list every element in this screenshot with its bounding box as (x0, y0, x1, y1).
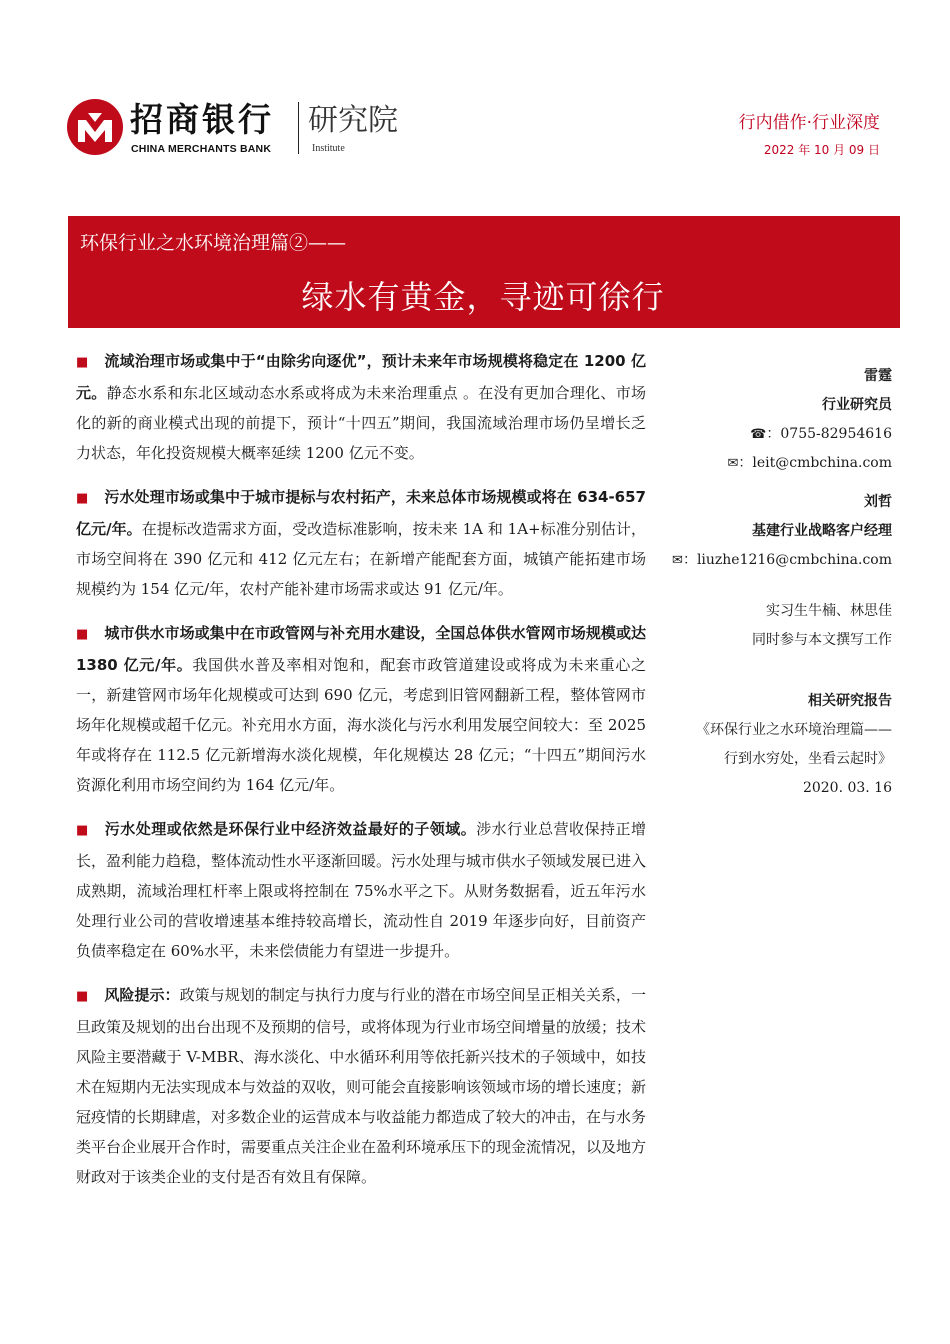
author-sidebar (632, 362, 892, 803)
square-bullet-icon: ■ (76, 491, 89, 506)
square-bullet-icon: ■ (76, 989, 89, 1004)
summary-point (76, 980, 646, 1192)
bank-name-en: CHINA MERCHANTS BANK (131, 143, 272, 155)
summary-point (76, 814, 646, 966)
analyst-name: 刘哲 (864, 494, 892, 510)
point-heading: 城市供水市场或集中在市政管网与补充用水建设，全国总体供水管网市场规模或达 1380 亿元/年。 (76, 624, 646, 674)
square-bullet-icon: ■ (76, 823, 89, 838)
summary-body (76, 346, 646, 1206)
analyst-name: 雷霆 (864, 368, 892, 384)
related-report-title[interactable]: 行到水穷处，坐看云起时》 (724, 751, 892, 767)
summary-point (76, 482, 646, 604)
report-subtitle: 环保行业之水环境治理篇②—— (80, 232, 347, 254)
institute-name-en: Institute (312, 143, 345, 154)
related-reports-heading: 相关研究报告 (808, 693, 892, 709)
interns-note: 同时参与本文撰写工作 (752, 632, 892, 648)
analyst-email[interactable]: ✉：liuzhe1216@cmbchina.com (672, 552, 892, 568)
email-address[interactable]: leit@cmbchina.com (752, 455, 892, 471)
summary-point (76, 618, 646, 800)
point-heading: 污水处理或依然是环保行业中经济效益最好的子领域。 (104, 820, 477, 838)
logo-divider (298, 102, 299, 154)
analyst-email[interactable]: ✉：leit@cmbchina.com (727, 455, 892, 471)
title-banner (68, 216, 900, 328)
point-text: 在提标改造需求方面，受改造标准影响，按未来 1A 和 1A+标准分别估计，市场空间将在 390 亿元和 412 亿元左右；在新增产能配套方面，城镇产能拓建市场规模约为 154 亿元/年，农村产能补建市场需求或达 91 亿元/年。 (76, 520, 646, 598)
bank-logo (66, 98, 124, 156)
summary-point (76, 346, 646, 468)
point-text: 我国供水普及率相对饱和，配套市政管道建设或将成为未来重心之一，新建管网市场年化规模或可达到 690 亿元，考虑到旧管网翻新工程，整体管网市场年化规模或超千亿元。补充用水方面，海水淡化与污水利用发展空间较大：至 2025 年或将存在 112.5 亿元新增海水淡化规模，年化规模达 28 亿元；“十四五”期间污水资源化利用市场空间约为 164 亿元/年。 (76, 656, 646, 794)
analyst-phone: ☎：0755-82954616 (750, 426, 892, 442)
phone-number: 0755-82954616 (780, 426, 892, 442)
analyst-title: 行业研究员 (822, 397, 892, 413)
square-bullet-icon: ■ (76, 355, 89, 370)
point-text: 涉水行业总营收保持正增长，盈利能力趋稳，整体流动性水平逐渐回暖。污水处理与城市供水子领域发展已进入成熟期，流域治理杠杆率上限或将控制在 75%水平之下。从财务数据看，近五年污水处理行业公司的营收增速基本维持较高增长，流动性自 2019 年逐步向好，目前资产负债率稳定在 60%水平，未来偿债能力有望进一步提升。 (76, 820, 647, 960)
point-heading: 流域治理市场或集中于“由除劣向逐优”，预计未来年市场规模将稳定在 1200 亿元。 (76, 352, 646, 402)
related-report-date: 2020. 03. 16 (802, 780, 892, 796)
interns-note: 实习生牛楠、林思佳 (766, 603, 892, 619)
point-heading: 风险提示： (104, 986, 180, 1004)
phone-icon: ☎ (750, 427, 767, 442)
mail-icon: ✉ (727, 456, 739, 471)
report-title: 绿水有黄金，寻迹可徐行 (301, 278, 665, 316)
report-date: 2022 年 10 月 09 日 (763, 143, 880, 157)
institute-name-cn: 研究院 (308, 103, 398, 138)
related-report-title[interactable]: 《环保行业之水环境治理篇—— (696, 722, 892, 738)
point-heading: 污水处理市场或集中于城市提标与农村拓产，未来总体市场规模或将在 634-657 亿元/年。 (76, 488, 646, 538)
bank-name-cn: 招商银行 (130, 100, 274, 139)
analyst-title: 基建行业战略客户经理 (752, 523, 892, 539)
report-type: 行内借作·行业深度 (738, 113, 880, 133)
square-bullet-icon: ■ (76, 627, 89, 642)
point-text: 政策与规划的制定与执行力度与行业的潜在市场空间呈正相关关系，一旦政策及规划的出台出现不及预期的信号，或将体现为行业市场空间增量的放缓；技术风险主要潜藏于 V-MBR、海水淡化、中水循环利用等依托新兴技术的子领域中，如技术在短期内无法实现成本与效益的双收，则可能会直接影响该领域市场的增长速度；新冠疫情的长期肆虐，对多数企业的运营成本与收益能力都造成了较大的冲击，在与水务类平台企业展开合作时，需要重点关注企业在盈利环境承压下的现金流情况，以及地方财政对于该类企业的支付是否有效且有保障。 (76, 986, 647, 1186)
email-address[interactable]: liuzhe1216@cmbchina.com (696, 552, 892, 568)
mail-icon: ✉ (672, 553, 683, 568)
point-text: 静态水系和东北区域动态水系或将成为未来治理重点 。在没有更加合理化、市场化的新的商业模式出现的前提下，预计“十四五”期间，我国流域治理市场仍呈增长乏力状态，年化投资规模大概率延续 1200 亿元不变。 (76, 384, 646, 462)
